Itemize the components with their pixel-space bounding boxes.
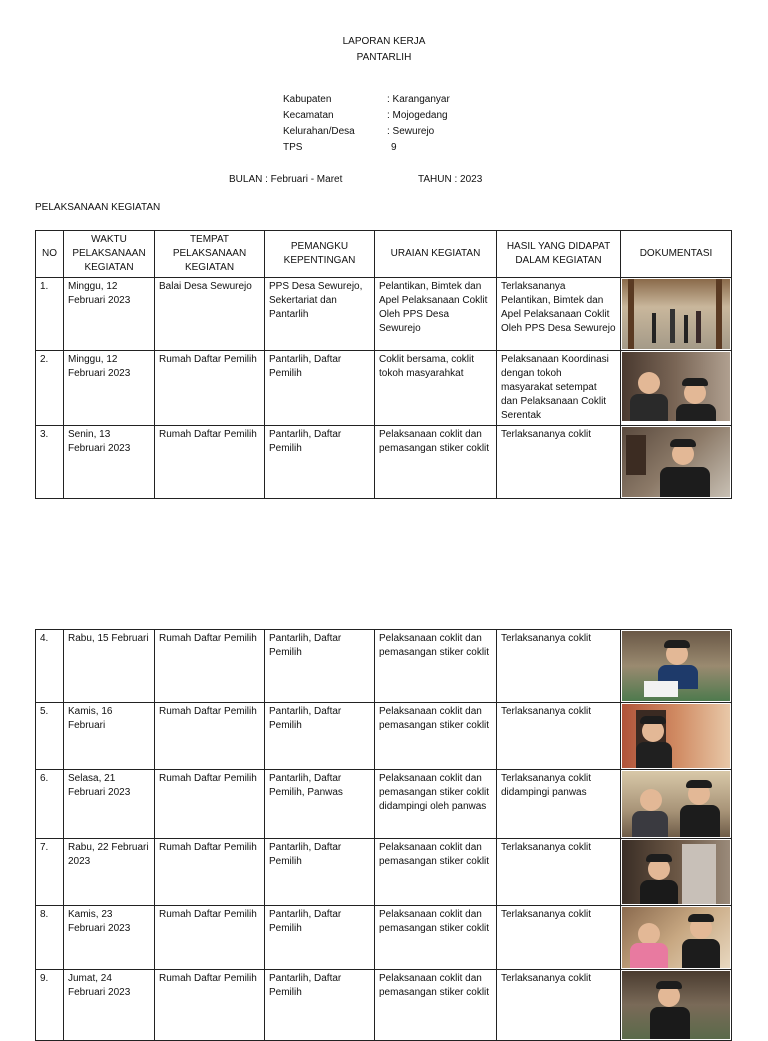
info-label: TPS (283, 142, 303, 153)
cell-waktu: Rabu, 15 Februari (64, 630, 155, 703)
table-row (36, 630, 732, 703)
cell-dokumentasi (621, 839, 732, 906)
table-row (36, 906, 732, 970)
header-tempat: TEMPAT PELAKSANAAN KEGIATAN (155, 231, 265, 278)
cell-tempat: Rumah Daftar Pemilih (155, 351, 265, 426)
cell-tempat: Rumah Daftar Pemilih (155, 970, 265, 1041)
header-hasil: HASIL YANG DIDAPAT DALAM KEGIATAN (497, 231, 621, 278)
cell-tempat: Balai Desa Sewurejo (155, 278, 265, 351)
cell-tempat: Rumah Daftar Pemilih (155, 906, 265, 970)
header-dokumentasi: DOKUMENTASI (621, 231, 732, 278)
kegiatan-table-part1 (35, 230, 732, 499)
cell-pemangku: Pantarlih, Daftar Pemilih (265, 839, 375, 906)
report-title: LAPORAN KERJA (342, 36, 426, 47)
cell-uraian: Pelaksanaan coklit dan pemasangan stiker coklit (375, 426, 497, 499)
info-value: 9 (391, 142, 397, 153)
cell-no: 6. (36, 770, 64, 839)
cell-waktu: Senin, 13 Februari 2023 (64, 426, 155, 499)
cell-waktu: Kamis, 23 Februari 2023 (64, 906, 155, 970)
cell-uraian: Pelaksanaan coklit dan pemasangan stiker coklit (375, 970, 497, 1041)
cell-pemangku: Pantarlih, Daftar Pemilih (265, 703, 375, 770)
cell-hasil: Terlaksananya coklit (497, 839, 621, 906)
cell-dokumentasi (621, 351, 732, 426)
cell-pemangku: Pantarlih, Daftar Pemilih (265, 906, 375, 970)
header-no: NO (36, 231, 64, 278)
cell-pemangku: Pantarlih, Daftar Pemilih (265, 630, 375, 703)
cell-waktu: Kamis, 16 Februari (64, 703, 155, 770)
cell-hasil: Terlaksananya coklit (497, 426, 621, 499)
info-label: Kabupaten (283, 94, 332, 105)
cell-no: 8. (36, 906, 64, 970)
documentation-photo (622, 631, 730, 701)
report-subtitle: PANTARLIH (356, 52, 412, 63)
cell-uraian: Pelaksanaan coklit dan pemasangan stiker coklit (375, 630, 497, 703)
cell-waktu: Minggu, 12 Februari 2023 (64, 351, 155, 426)
cell-dokumentasi (621, 426, 732, 499)
table-row (36, 278, 732, 351)
info-label: Kecamatan (283, 110, 334, 121)
cell-pemangku: Pantarlih, Daftar Pemilih (265, 426, 375, 499)
cell-no: 4. (36, 630, 64, 703)
cell-tempat: Rumah Daftar Pemilih (155, 770, 265, 839)
cell-dokumentasi (621, 906, 732, 970)
table-row (36, 703, 732, 770)
cell-pemangku: Pantarlih, Daftar Pemilih (265, 351, 375, 426)
cell-no: 2. (36, 351, 64, 426)
cell-no: 7. (36, 839, 64, 906)
cell-tempat: Rumah Daftar Pemilih (155, 630, 265, 703)
cell-no: 5. (36, 703, 64, 770)
cell-waktu: Minggu, 12 Februari 2023 (64, 278, 155, 351)
table-row (36, 970, 732, 1041)
kegiatan-table-part2 (35, 629, 732, 1041)
section-title: PELAKSANAAN KEGIATAN (35, 202, 161, 213)
cell-dokumentasi (621, 970, 732, 1041)
cell-waktu: Selasa, 21 Februari 2023 (64, 770, 155, 839)
documentation-photo (622, 840, 730, 904)
cell-dokumentasi (621, 278, 732, 351)
header-uraian: URAIAN KEGIATAN (375, 231, 497, 278)
cell-hasil: Pelaksanaan Koordinasi dengan tokoh masyarakat setempat dan Pelaksanaan Coklit Serentak (497, 351, 621, 426)
info-label: Kelurahan/Desa (283, 126, 355, 137)
cell-hasil: Terlaksananya coklit (497, 703, 621, 770)
cell-uraian: Pelaksanaan coklit dan pemasangan stiker coklit (375, 906, 497, 970)
info-value: : Mojogedang (387, 110, 448, 121)
table-row (36, 351, 732, 426)
documentation-photo (622, 352, 730, 421)
cell-hasil: Terlaksananya Pelantikan, Bimtek dan Apel Pelaksanaan Coklit Oleh PPS Desa Sewurejo (497, 278, 621, 351)
cell-waktu: Jumat, 24 Februari 2023 (64, 970, 155, 1041)
documentation-photo (622, 427, 730, 497)
cell-no: 9. (36, 970, 64, 1041)
info-value: : Sewurejo (387, 126, 435, 137)
cell-tempat: Rumah Daftar Pemilih (155, 703, 265, 770)
cell-uraian: Pelaksanaan coklit dan pemasangan stiker coklit didampingi oleh panwas (375, 770, 497, 839)
documentation-photo (622, 971, 730, 1039)
table-row (36, 426, 732, 499)
header-waktu: WAKTU PELAKSANAAN KEGIATAN (64, 231, 155, 278)
documentation-photo (622, 771, 730, 837)
info-value: : Karanganyar (387, 94, 450, 105)
cell-hasil: Terlaksananya coklit (497, 970, 621, 1041)
documentation-photo (622, 907, 730, 968)
table-row (36, 770, 732, 839)
documentation-photo (622, 704, 730, 768)
documentation-photo (622, 279, 730, 349)
table-header-row (36, 231, 732, 278)
cell-tempat: Rumah Daftar Pemilih (155, 426, 265, 499)
cell-hasil: Terlaksananya coklit (497, 906, 621, 970)
tahun-label: TAHUN : 2023 (418, 174, 483, 185)
cell-no: 1. (36, 278, 64, 351)
cell-dokumentasi (621, 770, 732, 839)
cell-hasil: Terlaksananya coklit (497, 630, 621, 703)
header-pemangku: PEMANGKU KEPENTINGAN (265, 231, 375, 278)
cell-pemangku: Pantarlih, Daftar Pemilih, Panwas (265, 770, 375, 839)
cell-tempat: Rumah Daftar Pemilih (155, 839, 265, 906)
cell-uraian: Coklit bersama, coklit tokoh masyarahkat (375, 351, 497, 426)
cell-uraian: Pelaksanaan coklit dan pemasangan stiker coklit (375, 703, 497, 770)
cell-no: 3. (36, 426, 64, 499)
cell-pemangku: Pantarlih, Daftar Pemilih (265, 970, 375, 1041)
cell-waktu: Rabu, 22 Februari 2023 (64, 839, 155, 906)
table-row (36, 839, 732, 906)
cell-hasil: Terlaksananya coklit didampingi panwas (497, 770, 621, 839)
cell-uraian: Pelaksanaan coklit dan pemasangan stiker coklit (375, 839, 497, 906)
cell-dokumentasi (621, 703, 732, 770)
cell-uraian: Pelantikan, Bimtek dan Apel Pelaksanaan Coklit Oleh PPS Desa Sewurejo (375, 278, 497, 351)
bulan-label: BULAN : Februari - Maret (229, 174, 343, 185)
cell-dokumentasi (621, 630, 732, 703)
cell-pemangku: PPS Desa Sewurejo, Sekertariat dan Pantarlih (265, 278, 375, 351)
